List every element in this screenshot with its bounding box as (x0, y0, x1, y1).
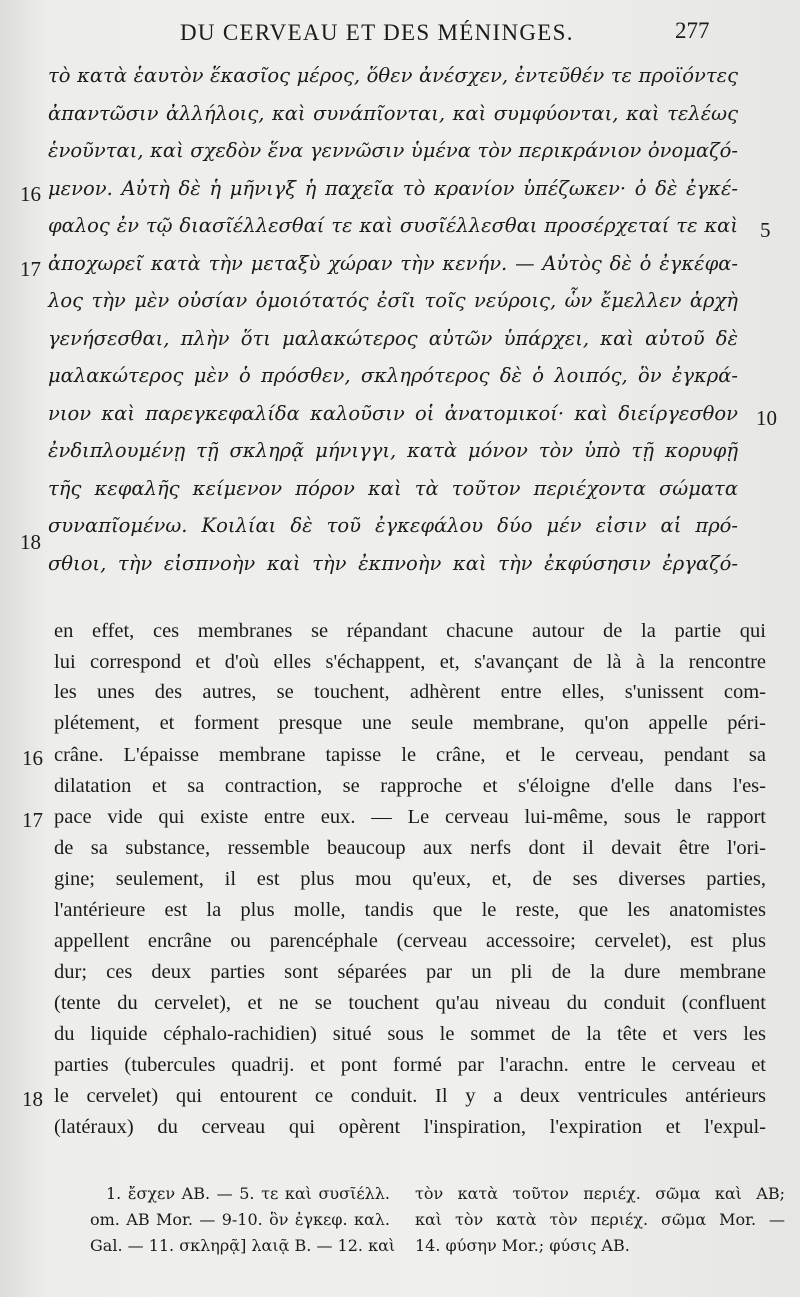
french-line: l'antérieure est la plus molle, tandis que le reste, que les anatomistes (54, 899, 766, 921)
line-marker: 18 (22, 1087, 43, 1111)
french-line: appellent encrâne ou parencéphale (cerveau accessoire; cervelet), est plus (54, 930, 766, 952)
french-line: pace vide qui existe entre eux. — Le cerveau lui-même, sous le rapport (54, 806, 766, 828)
line-number: 10 (756, 406, 777, 430)
greek-line: τῆς κεφαλῆς κείμενον πόρον καὶ τὰ τοῦτον περιέχοντα σώματα (48, 477, 738, 500)
footnote-line: καὶ τὸν κατὰ τὸν περιέχ. σῶμα Mor. — (415, 1210, 785, 1229)
french-line: plétement, et forment presque une seule membrane, qu'on appelle péri- (54, 712, 766, 734)
french-line: dilatation et sa contraction, se rapproche et s'éloigne d'elle dans l'es- (54, 775, 766, 797)
footnote-line: om. AB Mor. — 9-10. ὃν ἐγκεφ. καλ. (90, 1210, 390, 1229)
running-header (0, 16, 800, 50)
french-line: parties (tubercules quadrij. et pont formé par l'arachn. entre le cerveau et (54, 1054, 766, 1076)
french-line: lui correspond et d'où elles s'échappent, et, s'avançant de là à la rencontre (54, 651, 766, 673)
greek-line: γενήσεσθαι, πλὴν ὅτι μαλακώτερος αὐτῶν ὑπάρχει, καὶ αὐτοῦ δὲ (48, 327, 738, 350)
greek-line: σθιοι, τὴν εἰσπνοὴν καὶ τὴν ἐκπνοὴν καὶ τὴν ἐκφύσησιν ἐργαζό- (48, 552, 738, 575)
greek-line: μαλακώτερος μὲν ὁ πρόσθεν, σκληρότερος δὲ ὁ λοιπός, ὃν ἐγκρά- (48, 364, 738, 387)
greek-line: νιον καὶ παρεγκεφαλίδα καλοῦσιν οἱ ἀνατομικοί· καὶ διείργεσθον (48, 402, 738, 425)
line-marker: 17 (22, 808, 43, 832)
french-line: les unes des autres, se touchent, adhèrent entre elles, s'unissent com- (54, 681, 766, 703)
greek-line: τὸ κατὰ ἑαυτὸν ἕκασῖος μέρος, ὅθεν ἀνέσχεν, ἐντεῦθέν τε προϊόντες (48, 64, 738, 87)
footnote-line: Gal. — 11. σκληρᾷ] λαιᾷ B. — 12. καὶ (90, 1236, 396, 1255)
greek-line: ἐνδιπλουμένῃ τῇ σκληρᾷ μήνιγγι, κατὰ μόνον τὸν ὑπὸ τῇ κορυφῇ (48, 439, 738, 462)
greek-line: ἑνοῦνται, καὶ σχεδὸν ἕνα γεννῶσιν ὑμένα τὸν περικράνιον ὀνομαζό- (48, 139, 738, 162)
line-number: 5 (760, 218, 771, 242)
line-marker: 18 (20, 530, 41, 554)
greek-line: ἀπαντῶσιν ἀλλήλοις, καὶ συνάπῖονται, καὶ συμφύονται, καὶ τελέως (48, 102, 738, 125)
french-line: (latéraux) du cerveau qui opèrent l'inspiration, l'expiration et l'expul- (54, 1116, 766, 1138)
line-marker: 17 (20, 257, 41, 281)
french-line: en effet, ces membranes se répandant chacune autour de la partie qui (54, 620, 766, 642)
footnote-line: 1. ἔσχεν AB. — 5. τε καὶ συσῖέλλ. (106, 1184, 390, 1203)
french-line: dur; ces deux parties sont séparées par un pli de la dure membrane (54, 961, 766, 983)
french-line: gine; seulement, il est plus mou qu'eux, et, de ses diverses parties, (54, 868, 766, 890)
greek-line: φαλος ἐν τῷ διασῖέλλεσθαί τε καὶ συσῖέλλεσθαι προσέρχεταί τε καὶ (48, 214, 738, 237)
running-title: DU CERVEAU ET DES MÉNINGES. (180, 20, 574, 45)
greek-line: λος τὴν μὲν οὐσίαν ὁμοιότατός ἐσῖι τοῖς νεύροις, ὧν ἔμελλεν ἀρχὴ (48, 289, 738, 312)
page-number: 277 (675, 18, 710, 43)
line-marker: 16 (20, 182, 41, 206)
greek-line: μενον. Αὐτὴ δὲ ἡ μῆνιγξ ἡ παχεῖα τὸ κρανίον ὑπέζωκεν· ὁ δὲ ἐγκέ- (48, 177, 738, 200)
footnote-line: τὸν κατὰ τοῦτον περιέχ. σῶμα καὶ AB; (415, 1184, 785, 1203)
french-line: du liquide céphalo-rachidien) situé sous le sommet de la tête et vers les (54, 1023, 766, 1045)
french-line: le cervelet) qui entourent ce conduit. Il y a deux ventricules antérieurs (54, 1085, 766, 1107)
greek-line: συναπῖομένω. Κοιλίαι δὲ τοῦ ἐγκεφάλου δύο μέν εἰσιν αἱ πρό- (48, 514, 738, 537)
french-line: (tente du cervelet), et ne se touchent qu'au niveau du conduit (confluent (54, 992, 766, 1014)
greek-line: ἀποχωρεῖ κατὰ τὴν μεταξὺ χώραν τὴν κενήν. — Αὐτὸς δὲ ὁ ἐγκέφα- (48, 252, 738, 275)
french-line: de sa substance, ressemble beaucoup aux nerfs dont il devait être l'ori- (54, 837, 766, 859)
line-marker: 16 (22, 746, 43, 770)
footnote-line: 14. φύσην Mor.; φύσις AB. (415, 1236, 630, 1255)
french-line: crâne. L'épaisse membrane tapisse le crâne, et le cerveau, pendant sa (54, 744, 766, 766)
